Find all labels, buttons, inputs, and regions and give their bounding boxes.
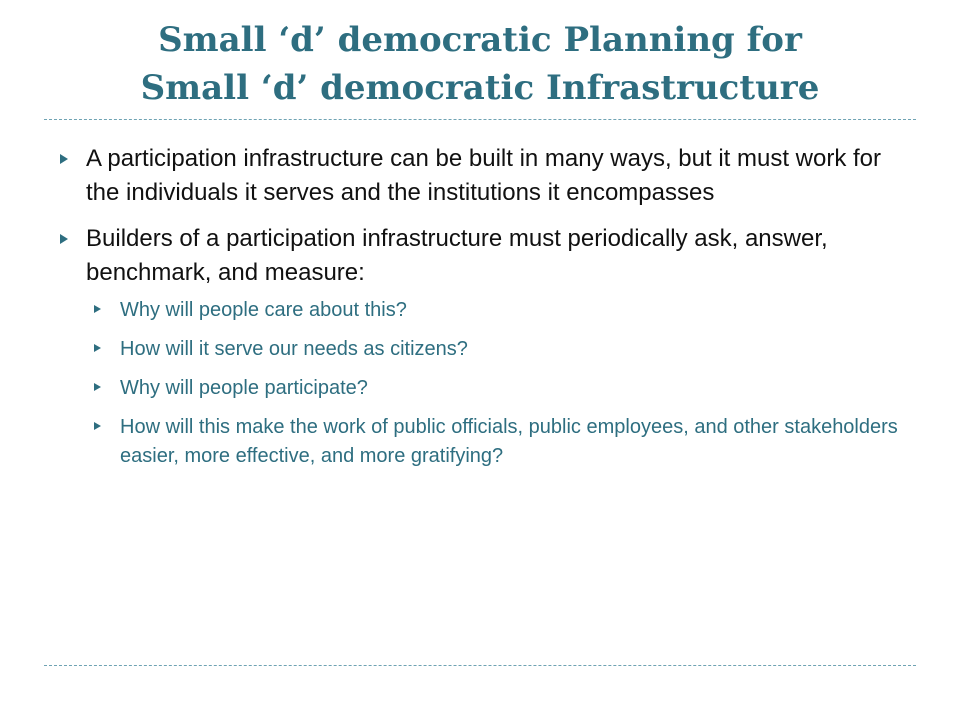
title-line-2: Small ‘d’ democratic Infrastructure	[140, 68, 820, 108]
sub-bullet-item	[90, 296, 916, 325]
sub-bullet-item	[90, 413, 916, 471]
sub-bullet-text: How will it serve our needs as citizens?	[120, 338, 468, 360]
top-divider	[44, 119, 916, 120]
bottom-divider	[44, 665, 916, 666]
sub-bullet-list	[56, 296, 916, 471]
bullet-item	[56, 222, 916, 290]
bullet-text: Builders of a participation infrastructure must periodically ask, answer, benchmark, and measure:	[86, 225, 828, 286]
slide-body	[56, 142, 916, 481]
triangle-right-icon	[94, 422, 101, 430]
triangle-right-icon	[60, 234, 68, 244]
sub-bullet-item	[90, 374, 916, 403]
title-line-1: Small ‘d’ democratic Planning for	[158, 20, 802, 60]
triangle-right-icon	[94, 383, 101, 391]
bullet-item	[56, 142, 916, 210]
triangle-right-icon	[94, 344, 101, 352]
triangle-right-icon	[94, 305, 101, 313]
sub-bullet-item	[90, 335, 916, 364]
bullet-text: A participation infrastructure can be built in many ways, but it must work for the individuals it serves and the institutions it encompasses	[86, 145, 882, 206]
sub-bullet-text: Why will people participate?	[120, 377, 368, 399]
slide-title	[40, 16, 920, 112]
sub-bullet-text: Why will people care about this?	[120, 299, 407, 321]
sub-bullet-text: How will this make the work of public officials, public employees, and other stakeholders easier, more effective, and more gratifying?	[120, 416, 898, 467]
triangle-right-icon	[60, 154, 68, 164]
